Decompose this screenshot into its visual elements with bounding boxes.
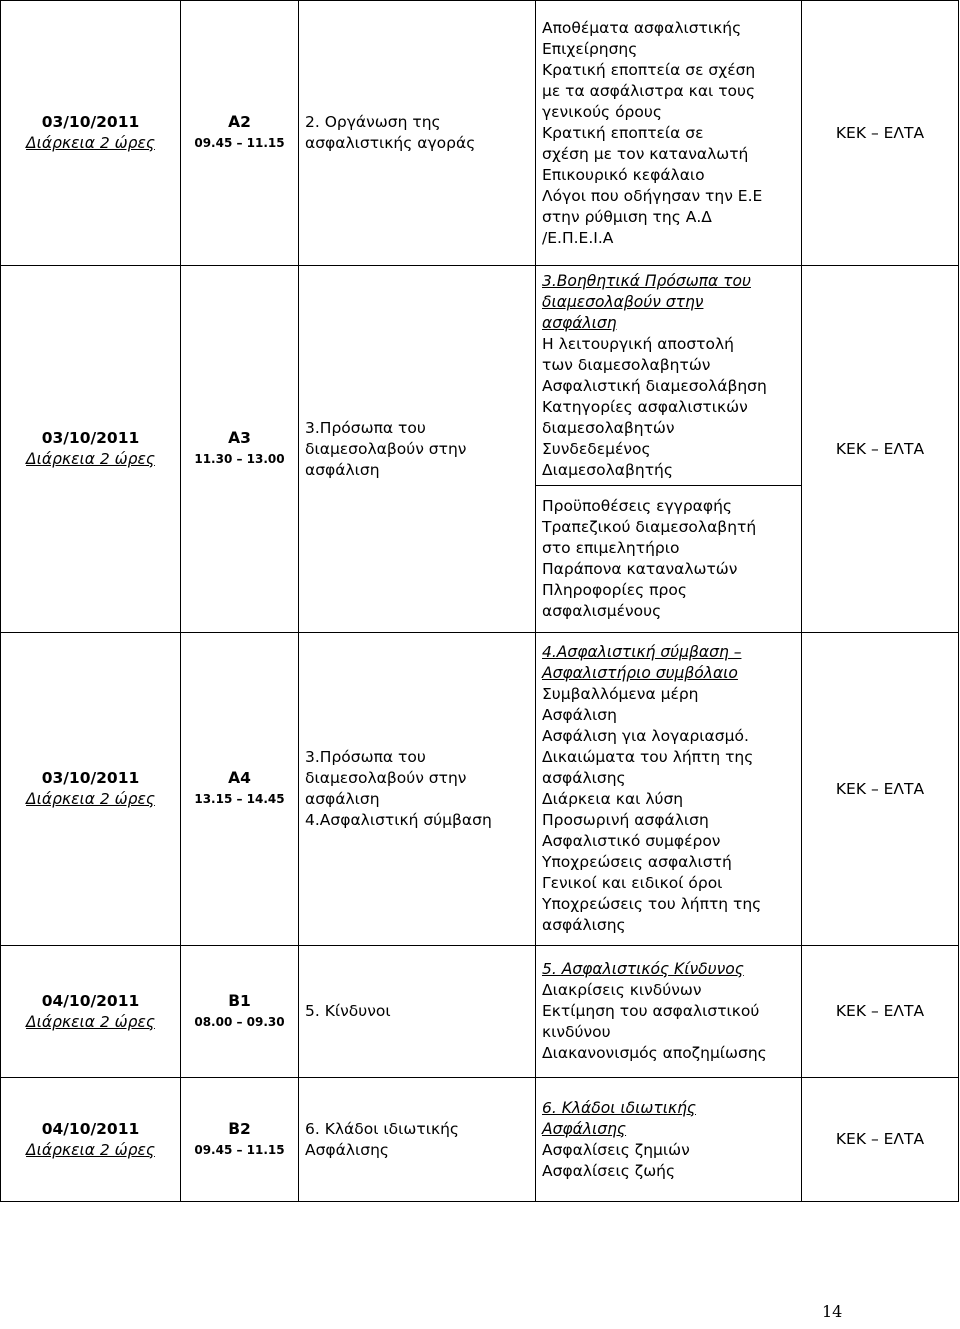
topic-line: Ασφαλίσεις ζωής bbox=[542, 1161, 676, 1180]
session-date: 03/10/2011 bbox=[41, 113, 140, 131]
topic-line: ασφάλισης bbox=[542, 769, 626, 787]
session-date: 04/10/2011 bbox=[41, 1119, 140, 1138]
schedule-row bbox=[1, 946, 959, 1078]
session-date: 03/10/2011 bbox=[41, 429, 140, 447]
session-time: 09.45 – 11.15 bbox=[194, 1142, 285, 1157]
topic-line: διαμεσολαβούν στην bbox=[305, 769, 467, 787]
session-code: Β2 bbox=[228, 1119, 251, 1138]
topic-line: ασφαλιστικής αγοράς bbox=[305, 134, 476, 152]
topic-heading-line: ασφάλιση bbox=[542, 313, 617, 332]
content-cell bbox=[536, 1, 802, 266]
topic-line: Διακρίσεις κινδύνων bbox=[542, 981, 702, 999]
session-code: Β1 bbox=[228, 991, 251, 1010]
topic-line: Διάρκεια και λύση bbox=[542, 790, 684, 808]
venue: ΚΕΚ – ΕΛΤΑ bbox=[835, 123, 925, 142]
content-cell bbox=[536, 633, 802, 946]
date-cell bbox=[1, 266, 181, 633]
topic-line: Ασφαλίσεις ζημιών bbox=[542, 1140, 690, 1159]
topic-line: γενικούς όρους bbox=[542, 102, 662, 121]
date-cell bbox=[1, 1078, 181, 1202]
topic-line: Συνδεδεμένος bbox=[542, 439, 651, 458]
session-code-cell bbox=[181, 1, 299, 266]
venue-cell bbox=[802, 946, 959, 1078]
topic-line: Ασφάλισης bbox=[305, 1140, 390, 1159]
topic-line: Ασφαλιστικό συμφέρον bbox=[542, 832, 721, 850]
topic-line: Ασφάλιση bbox=[542, 706, 617, 724]
topic-line: Γενικοί και ειδικοί όροι bbox=[542, 874, 723, 892]
topic-heading-line: 5. Ασφαλιστικός Κίνδυνος bbox=[542, 960, 744, 978]
topic-line: Η λειτουργική αποστολή bbox=[542, 334, 734, 353]
date-cell bbox=[1, 946, 181, 1078]
topic-line: σχέση με τον καταναλωτή bbox=[542, 144, 749, 163]
schedule-row bbox=[1, 1078, 959, 1202]
topic-line: Αποθέματα ασφαλιστικής bbox=[542, 18, 742, 37]
topic-line: Υποχρεώσεις ασφαλιστή bbox=[542, 853, 732, 871]
topic-heading-line: 4.Ασφαλιστική σύμβαση – bbox=[542, 643, 742, 661]
topic-line: Εκτίμηση του ασφαλιστικού bbox=[542, 1002, 760, 1020]
venue-cell bbox=[802, 1078, 959, 1202]
topic-line: ασφάλιση bbox=[305, 460, 380, 479]
topic-line: Παράπονα καταναλωτών bbox=[542, 560, 738, 578]
topic-line: των διαμεσολαβητών bbox=[542, 355, 711, 374]
schedule-row bbox=[1, 266, 959, 486]
topic-heading-line: 3.Βοηθητικά Πρόσωπα του bbox=[542, 271, 751, 290]
topic-line: Διαμεσολαβητής bbox=[542, 460, 673, 479]
unit-title-cell bbox=[299, 633, 536, 946]
topic-line: διαμεσολαβούν στην bbox=[305, 439, 467, 458]
topic-line: Προσωρινή ασφάλιση bbox=[542, 811, 709, 829]
topic-heading-line: Ασφάλισης bbox=[542, 1119, 627, 1138]
unit-title-cell bbox=[299, 266, 536, 633]
venue: ΚΕΚ – ΕΛΤΑ bbox=[835, 439, 925, 458]
venue: ΚΕΚ – ΕΛΤΑ bbox=[835, 1002, 925, 1020]
topic-line: Συμβαλλόμενα μέρη bbox=[542, 685, 699, 703]
session-code-cell bbox=[181, 1078, 299, 1202]
unit-title-cell bbox=[299, 1, 536, 266]
topic-line: Ασφάλιση για λογαριασμό. bbox=[542, 727, 749, 745]
date-cell bbox=[1, 1, 181, 266]
topic-line: στην ρύθμιση της Α.Δ bbox=[542, 207, 712, 226]
session-duration: Διάρκεια 2 ώρες bbox=[26, 790, 155, 808]
schedule-body bbox=[1, 1, 959, 1202]
topic-line: Κρατική εποπτεία σε σχέση bbox=[542, 60, 756, 79]
topic-line: Τραπεζικού διαμεσολαβητή bbox=[542, 518, 757, 536]
topic-line: ασφαλισμένους bbox=[542, 602, 662, 620]
session-time: 09.45 – 11.15 bbox=[194, 136, 285, 150]
topic-line: Υποχρεώσεις του λήπτη της bbox=[542, 895, 762, 913]
topic-line: Κρατική εποπτεία σε bbox=[542, 123, 704, 142]
session-duration: Διάρκεια 2 ώρες bbox=[26, 450, 155, 468]
content-cell bbox=[536, 486, 802, 633]
topic-line: διαμεσολαβητών bbox=[542, 418, 675, 437]
topic-line: Λόγοι που οδήγησαν την Ε.Ε bbox=[542, 186, 763, 205]
venue: ΚΕΚ – ΕΛΤΑ bbox=[835, 1130, 925, 1148]
venue-cell bbox=[802, 633, 959, 946]
session-code: Α4 bbox=[228, 769, 251, 787]
topic-line: Δικαιώματα του λήπτη της bbox=[542, 748, 754, 766]
session-code-cell bbox=[181, 946, 299, 1078]
content-cell bbox=[536, 1078, 802, 1202]
content-cell bbox=[536, 946, 802, 1078]
topic-line: /Ε.Π.Ε.Ι.Α bbox=[542, 228, 614, 247]
session-time: 08.00 – 09.30 bbox=[194, 1014, 285, 1029]
topic-line: Ασφαλιστική διαμεσολάβηση bbox=[542, 376, 767, 395]
session-time: 11.30 – 13.00 bbox=[194, 452, 285, 466]
unit-title-cell bbox=[299, 946, 536, 1078]
content-cell bbox=[536, 266, 802, 486]
topic-line: με τα ασφάλιστρα και τους bbox=[542, 81, 756, 100]
topic-line: Επικουρικό κεφάλαιο bbox=[542, 165, 705, 184]
page-number: 14 bbox=[822, 1302, 843, 1321]
session-code: Α3 bbox=[228, 429, 251, 447]
session-duration: Διάρκεια 2 ώρες bbox=[26, 134, 155, 152]
topic-heading-line: διαμεσολαβούν στην bbox=[542, 292, 704, 311]
topic-line: κινδύνου bbox=[542, 1023, 611, 1041]
venue-cell bbox=[802, 266, 959, 633]
date-cell bbox=[1, 633, 181, 946]
topic-line: Επιχείρησης bbox=[542, 39, 638, 58]
schedule-row bbox=[1, 1, 959, 266]
topic-line: 3.Πρόσωπα του bbox=[305, 418, 426, 437]
session-date: 03/10/2011 bbox=[41, 769, 140, 787]
topic-line: Προϋποθέσεις εγγραφής bbox=[542, 497, 733, 515]
topic-line: 4.Ασφαλιστική σύμβαση bbox=[305, 811, 492, 829]
session-code-cell bbox=[181, 266, 299, 633]
topic-line: 2. Οργάνωση της bbox=[305, 113, 441, 131]
topic-line: 5. Κίνδυνοι bbox=[305, 1002, 391, 1020]
session-code: Α2 bbox=[228, 113, 251, 131]
topic-line: Πληροφορίες προς bbox=[542, 581, 687, 599]
session-code-cell bbox=[181, 633, 299, 946]
topic-heading-line: Ασφαλιστήριο συμβόλαιο bbox=[542, 664, 738, 682]
session-duration: Διάρκεια 2 ώρες bbox=[26, 1140, 155, 1159]
topic-line: Διακανονισμός αποζημίωσης bbox=[542, 1044, 767, 1062]
unit-title-cell bbox=[299, 1078, 536, 1202]
topic-line: 6. Κλάδοι ιδιωτικής bbox=[305, 1119, 459, 1138]
session-date: 04/10/2011 bbox=[41, 991, 140, 1010]
venue: ΚΕΚ – ΕΛΤΑ bbox=[835, 779, 925, 798]
session-duration: Διάρκεια 2 ώρες bbox=[26, 1012, 155, 1031]
schedule-row bbox=[1, 633, 959, 946]
session-time: 13.15 – 14.45 bbox=[194, 792, 285, 806]
topic-line: 3.Πρόσωπα του bbox=[305, 748, 426, 766]
topic-line: ασφάλιση bbox=[305, 790, 380, 808]
topic-heading-line: 6. Κλάδοι ιδιωτικής bbox=[542, 1098, 696, 1117]
topic-line: στο επιμελητήριο bbox=[542, 539, 680, 557]
topic-line: ασφάλισης bbox=[542, 916, 626, 934]
topic-line: Κατηγορίες ασφαλιστικών bbox=[542, 397, 748, 416]
venue-cell bbox=[802, 1, 959, 266]
